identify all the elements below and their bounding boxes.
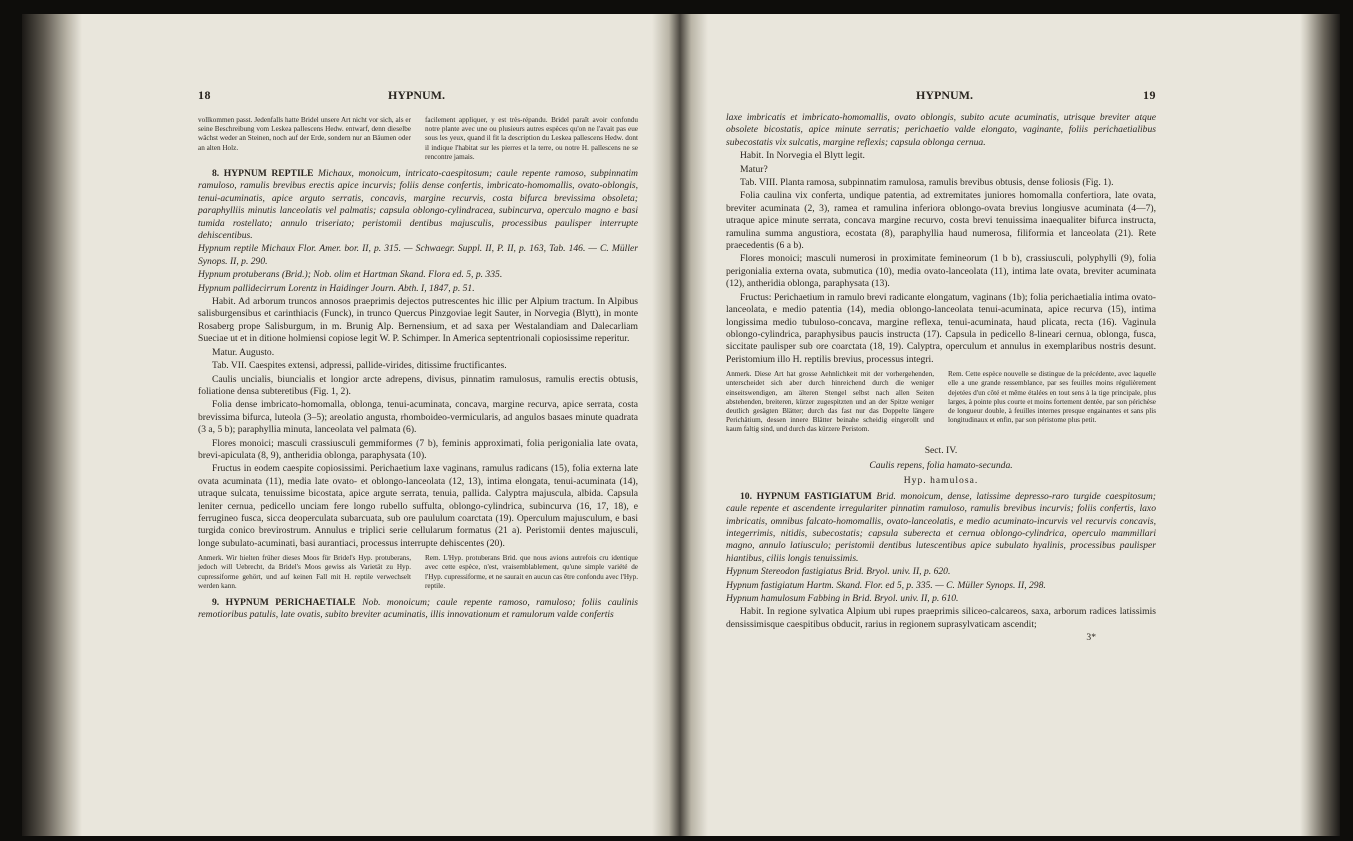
left-page-number: 18 — [198, 88, 211, 102]
synonym-10-1: Hypnum Stereodon fastigiatus Brid. Bryol. univ. II, p. 620. — [726, 566, 951, 578]
remark-french: Rem. L'Hyp. protuberans Brid. que nous avions autrefois cru identique avec cette espèce, n'est, vraisemblablement, qu'une simple variété de l'Hyp. cupressiforme, et ne saurait en aucun cas être confondu avec l'Hyp. reptile. — [425, 554, 638, 590]
note-french: facilement appliquer, y est très-répandu. Bridel paraît avoir confondu notre plante avec une ou plusieurs autres espèces qu'on ne l'avait pas eue sous les yeux, quand il fit la description du Leskea pallescens Hedw. dont il indique l'habitat sur les pierres et la terre, ou notre H. pallescens ne se rencontre jamais. — [425, 116, 638, 161]
species-10-diagnosis: Brid. monoicum, dense, latissime depresso-raro turgide caespitosum; caule repente et ascendente irregulariter pinnatim ramuloso, ramulis brevibus incurvis; foliis confertis, laxo imbricatis, omnibus falcato-homomallis, ovato-lanceolatis, e medio acuminato-incurvis vel recurvis concavis, integerrimis, nitidis, subecostatis; capsula suberecta et cernua oblongo-cylindrica, operculo mammillari magno, annulo latiusculo; peristomii dentibus lutescentibus apice subulato hyalinis, processibus paulisper hiantibus, ciliis longis tenuissimis. — [726, 490, 1156, 564]
species-10-entry — [726, 491, 1156, 565]
habitat: Habit. Ad arborum truncos annosos praeprimis dejectos putrescentes hic illic per Alpium tractum. In Alpibus salisburgensibus et carinthiacis (Funck), in trunco Quercus Pinzgoviae legit Sauter, in Norvegia (Blytt), in monte Rosaberg prope Salisburgum, in m. Brunig Alp. Bernensium, et ad saxa per Westalandiam and Dalecarliam Sueciae ut et in ditione holmiensi copiose legit W. P. Schimper. In America septentrionali copiosissime reperitur. — [198, 296, 638, 345]
book-gutter — [652, 14, 708, 836]
signature-mark: 3* — [1086, 632, 1096, 644]
caulis-paragraph: Caulis uncialis, biuncialis et longior arcte adrepens, divisus, pinnatim ramulosus, ramulis erectis obtusis, foliatione densa subteretibus (Fig. 1, 2). — [198, 373, 638, 397]
plate-description-9: Tab. VIII. Planta ramosa, subpinnatim ramulosa, ramulis brevibus obtusis, dense foliosis (Fig. 1). — [740, 177, 1114, 189]
remark-french-9: Rem. Cette espèce nouvelle se distingue de la précédente, avec laquelle elle a une grande ressemblance, par ses feuilles moins régulièrement dejetées d'un côté et même étalées en tout sens à la tige principale, plus larges, à pointe plus courte et moins fortement dentée, par son périchèse de longueur double, à feuilles internes presque engainantes et sans plis longitudinaux et enfin, par son péristome plus petit. — [948, 370, 1156, 425]
note-german: vollkommen passt. Jedenfalls hatte Bridel unsere Art nicht vor sich, als er seine Beschreibung vom Leskea pallescens Hedw. entwarf, denn dieselbe wächst weder an Steinen, noch auf der Erde, sondern nur an Bäumen oder an alten Holz. — [198, 116, 411, 152]
habitat-10: Habit. In regione sylvatica Alpium ubi rupes praeprimis siliceo-calcareos, saxa, arborum radices latissimis densissimisque caespitibus obducit, rarius in regionem suprasylvaticam ascendit; — [726, 606, 1156, 630]
synonym-1: Hypnum reptile Michaux Flor. Amer. bor. II, p. 315. — Schwaegr. Suppl. II, P. II, p. 163, Tab. 146. — C. Müller Synops. II, p. 290. — [198, 243, 638, 267]
section-heading: Sect. IV. — [924, 444, 958, 456]
species-9-continued: laxe imbricatis et imbricato-homomallis, ovato oblongis, subito acute acuminatis, utrisque breviter atque obsolete bicostatis, apice minute serratis; perichaetio valde elongato, vaginante, foliis perichaetialibus subecostatis vix sulcatis, margine reflexis; capsula oblonga cernua. — [726, 112, 1156, 148]
folia-paragraph: Folia dense imbricato-homomalla, oblonga, tenui-acuminata, concava, margine recurva, apice serrata, costa brevissima bifurca, luteola (3–5); areolatio angusta, rhomboideo-vermicularis, ad angulos basaes minute quadrata (3 a, 5 b); paraphyllia minuta, lanceolata vel palmata (6). — [198, 399, 638, 436]
species-8-title: 8. HYPNUM REPTILE — [212, 168, 314, 180]
flores-paragraph-9: Flores monoici; masculi numerosi in proximitate femineorum (1 b b), crassiusculi, polyphylli (9), folia perigonialia externa ovata, submutica (10), media ovato-lanceolata (11), intima late ovata, breviter acuminata (12), antheridia oblonga, paraphysata (13). — [726, 253, 1156, 290]
right-page-body — [726, 112, 1156, 646]
species-9-entry — [198, 597, 638, 622]
left-page-body — [198, 112, 638, 623]
left-header-title: HYPNUM. — [388, 88, 445, 102]
right-header-title: HYPNUM. — [916, 88, 973, 102]
maturity: Matur. Augusto. — [212, 346, 275, 358]
folia-paragraph-9: Folia caulina vix conferta, undique patentia, ad extremitates juniores homomalla confertiora, late ovata, breviter acuminata (2, 3), ramea et ramulina inferiora oblongo-ovata brevius longiusve acuminata (4—7), utraque apice minute serrata, concava margine recurvo, costa brevi tenuissima inaequaliter bifurca instructa, ramulina summa angustiora, ecostata (8), paraphyllia haud numerosa, filiformia et lanceolata (21). Rete praecedentis (6 a b). — [726, 190, 1156, 252]
fructus-paragraph-9: Fructus: Perichaetium in ramulo brevi radicante elongatum, vaginans (1b); folia perichaetialia intima ovato-lanceolata, e medio patentia (14), media oblongo-lanceolata tenui-acuminata, apice recurva (15), intima longissima medio tubuloso-concava, margine reflexa, tenui-acuminata, haud plicata, recta (16). Vaginula oblongo-cylindrica, paraphysibus paucis instructa (17). Capsula in pedicello 8-lineari cernua, oblonga, fusca, siccitate paulisper sub ore coarctata (18, 19). Calyptra, operculum et annulus in exemplaribus nostris desunt. Peristomium illo H. reptilis brevius, processus integri. — [726, 291, 1156, 365]
section-name: Hyp. hamulosa. — [903, 475, 979, 487]
species-10-title: 10. HYPNUM FASTIGIATUM — [740, 490, 872, 502]
synonym-10-2: Hypnum fastigiatum Hartm. Skand. Flor. ed 5, p. 335. — C. Müller Synops. II, 298. — [726, 579, 1046, 591]
left-remarks — [198, 554, 638, 591]
species-9-title: 9. HYPNUM PERICHAETIALE — [212, 597, 356, 609]
plate-description: Tab. VII. Caespites extensi, adpressi, pallide-virides, ditissime fructificantes. — [212, 360, 507, 372]
remark-german: Anmerk. Wir hielten früher dieses Moos für Bridel's Hyp. protuberans, jedoch will Uebrecht, da Bridel's Moos gewiss als Varietät zu Hyp. cupressiforme gehört, und auf keinen Fall mit H. reptile verwechselt werden kann. — [198, 554, 411, 590]
remark-german-9: Anmerk. Diese Art hat grosse Aehnlichkeit mit der vorhergehenden, unterscheidet sich aber durch hinreichend durch die weniger einseitswendigen, am älteren Stengel selbst nach allen Seiten abstehenden, breiteren, kürzer zugespitzten und an der Spitze weniger deutlich gesägten Blätter; durch das fast nur das Doppelte längere Perichätium, dessen innere Blätter beinahe scheidig eingerollt und kaum faltig sind, und durch das kürzere Peristom. — [726, 370, 934, 434]
fructus-paragraph: Fructus in eodem caespite copiosissimi. Perichaetium laxe vaginans, ramulus radicans (15), folia externa late ovata acuminata (11), media late ovato- et oblongo-lanceolata (12, 13), intima elongata, tenui-acuminata (14), utraque sulcata, tenuissime bicostata, apice argute serrata, tenuia, pallida. Calyptra majuscula, albida. Capsula leniter cernua, pedicello unciam fere longo rubello suffulta, oblongo-cylindrica, subincurva (16, 17, 18), e ferrugineo fusca, sicca deoperculata subarcuata, sub ore paululum coarctata (19). Operculum majusculum, e basi turgida conico brevirostrum. Annulus e triplici serie cellularum formatus (21 a). Peristomii dentes majusculi, longe subulato-acuminati, basi aurantiaci, processus interrupte dehiscentes (20). — [198, 463, 638, 549]
maturity-9: Matur? — [740, 163, 768, 175]
left-top-notes — [198, 116, 638, 162]
right-remarks — [726, 370, 1156, 434]
species-9-diagnosis: Nob. monoicum; caule repente ramoso, ramuloso; foliis caulinis remotioribus patulis, late ovatis, subito breviter acuminatis, illis innovationum et ramulorum valde confertis — [198, 597, 638, 621]
right-page-edge — [1300, 14, 1340, 836]
synonym-10-3: Hypnum hamulosum Fabbing in Brid. Bryol. univ. II, p. 610. — [726, 593, 959, 605]
habitat-9: Habit. In Norvegia el Blytt legit. — [740, 150, 865, 162]
species-8-entry — [198, 168, 638, 242]
left-page-edge — [22, 14, 82, 836]
species-8-diagnosis: Michaux, monoicum, intricato-caespitosum; caule repente ramoso, subpinnatim ramuloso, ramulis brevibus erectis apice incurvis; foliis dense confertis, imbricato-homomallis, ovato-oblongis, tenui-acuminatis, apice arguto serratis, concavis, margine recurvis, costa bifurca brevissima obsoleta; paraphylliis minutis lanceolatis vel palmatis; capsula oblongo-cylindracea, subincurva, operculo magno e basi tumida rostellato; annulo triseriato; peristomii dentibus majusculis, processibus paulisper interrupte dehiscentibus. — [198, 168, 638, 242]
synonym-2: Hypnum protuberans (Brid.); Nob. olim et Hartman Skand. Flora ed. 5, p. 335. — [198, 269, 503, 281]
synonym-3: Hypnum pallidecirrum Lorentz in Haidinger Journ. Abth. I, 1847, p. 51. — [198, 282, 475, 294]
section-subtitle: Caulis repens, folia hamato-secunda. — [869, 459, 1013, 471]
book-spread — [22, 14, 1340, 836]
left-running-head — [198, 88, 638, 103]
right-page-number: 19 — [1143, 88, 1156, 102]
flores-paragraph: Flores monoici; masculi crassiusculi gemmiformes (7 b), feminis approximati, folia perigonialia late ovata, brevi-apiculata (8, 9), antheridia oblonga, paraphysata (10). — [198, 437, 638, 461]
